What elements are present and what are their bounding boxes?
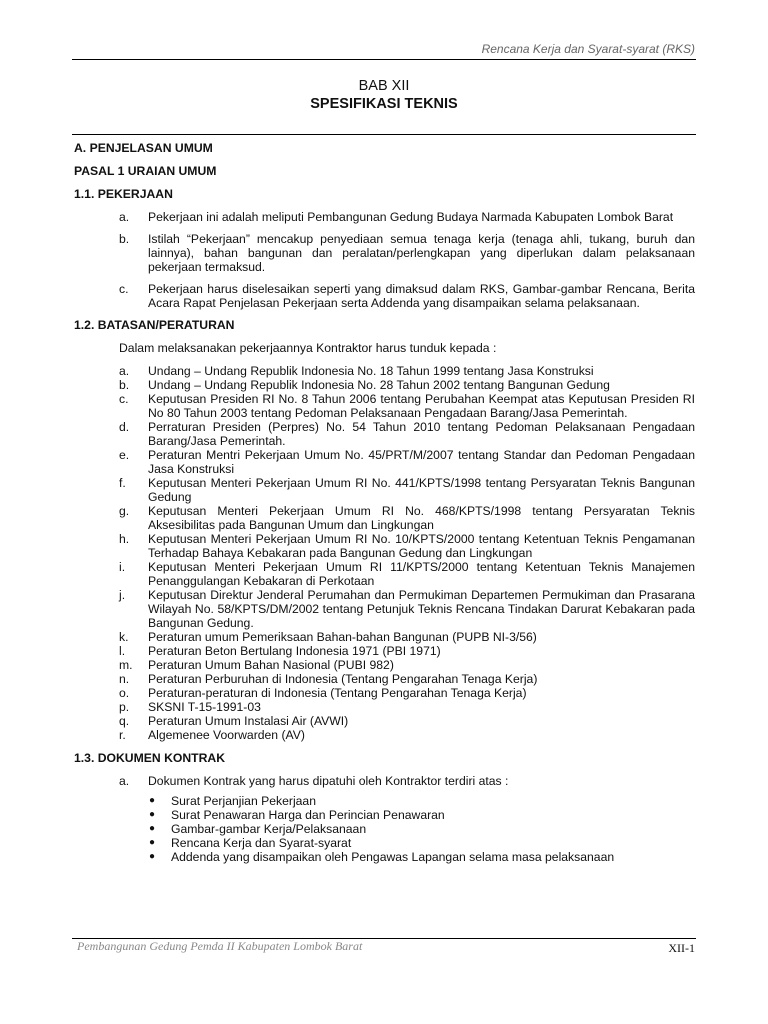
list-item-label: o. bbox=[119, 686, 130, 700]
list-item-text: Keputusan Menteri Pekerjaan Umum RI 11/KPTS/2000 tentang Ketentuan Teknis Manajemen Penanggulangan Kebakaran di Perkotaan bbox=[148, 560, 695, 588]
list-item-label: e. bbox=[119, 448, 130, 462]
list-item-text: Keputusan Presiden RI No. 8 Tahun 2006 tentang Perubahan Keempat atas Keputusan Presiden RI No 80 Tahun 2003 tentang Pedoman Pelaksanaan Pengadaan Barang/Jasa Pemerintah. bbox=[148, 392, 695, 420]
bullet-icon: ● bbox=[149, 809, 156, 820]
list-item-label: d. bbox=[119, 420, 130, 434]
bullet-item bbox=[149, 822, 695, 836]
list-item bbox=[74, 532, 695, 560]
pasal-1-heading: PASAL 1 URAIAN UMUM bbox=[74, 164, 217, 178]
list-item-label: p. bbox=[119, 700, 130, 714]
list-item bbox=[74, 686, 695, 700]
list-item bbox=[74, 700, 695, 714]
section-1-2-list bbox=[74, 364, 695, 742]
section-1-1-heading: 1.1. PEKERJAAN bbox=[74, 187, 173, 201]
list-item bbox=[74, 504, 695, 532]
bullet-icon: ● bbox=[149, 851, 156, 862]
list-item-text: Keputusan Menteri Pekerjaan Umum RI No. 441/KPTS/1998 tentang Persyaratan Teknis Bangunan Gedung bbox=[148, 476, 695, 504]
bullet-text: Addenda yang disampaikan oleh Pengawas Lapangan selama masa pelaksanaan bbox=[171, 850, 615, 864]
list-item-label: m. bbox=[119, 658, 133, 672]
chapter-heading bbox=[0, 77, 768, 113]
list-item-label: j. bbox=[119, 588, 126, 602]
list-item-label: n. bbox=[119, 672, 130, 686]
bullet-icon: ● bbox=[149, 795, 156, 806]
list-item-text: Dokumen Kontrak yang harus dipatuhi oleh Kontraktor terdiri atas : bbox=[148, 774, 509, 788]
list-item-label: l. bbox=[119, 644, 126, 658]
chapter-number: BAB XII bbox=[358, 78, 410, 94]
list-item-text: Perraturan Presiden (Perpres) No. 54 Tahun 2010 tentang Pedoman Pelaksanaan Pengadaan Barang/Jasa Pemerintah. bbox=[148, 420, 695, 448]
bullet-icon: ● bbox=[149, 837, 156, 848]
section-1-1-list bbox=[74, 210, 695, 310]
list-item bbox=[74, 630, 695, 644]
list-item-text: Peraturan Mentri Pekerjaan Umum No. 45/PRT/M/2007 tentang Standar dan Pedoman Pengadaan Jasa Konstruksi bbox=[148, 448, 695, 476]
page-number: XII-1 bbox=[668, 941, 695, 955]
list-item bbox=[74, 774, 695, 788]
bullet-text: Surat Perjanjian Pekerjaan bbox=[171, 794, 316, 808]
section-1-3-heading: 1.3. DOKUMEN KONTRAK bbox=[74, 751, 225, 765]
list-item bbox=[74, 658, 695, 672]
list-item bbox=[74, 476, 695, 504]
title-rule bbox=[72, 134, 696, 135]
list-item-text: Keputusan Direktur Jenderal Perumahan dan Permukiman Departemen Permukiman dan Prasarana Wilayah No. 58/KPTS/DM/2002 tentang Petunjuk Teknis Rencana Tindakan Darurat Kebakaran pada Bangunan Gedung. bbox=[148, 588, 695, 630]
bullet-text: Surat Penawaran Harga dan Perincian Penawaran bbox=[171, 808, 445, 822]
list-item-text: Undang – Undang Republik Indonesia No. 28 Tahun 2002 tentang Bangunan Gedung bbox=[148, 378, 610, 392]
list-item-label: c. bbox=[119, 282, 129, 296]
bullet-item bbox=[149, 836, 695, 850]
section-1-2-intro: Dalam melaksanakan pekerjaannya Kontraktor harus tunduk kepada : bbox=[119, 341, 497, 355]
list-item-label: r. bbox=[119, 728, 126, 742]
list-item bbox=[74, 672, 695, 686]
list-item-label: a. bbox=[119, 210, 130, 224]
list-item bbox=[74, 644, 695, 658]
list-item-label: g. bbox=[119, 504, 130, 518]
list-item bbox=[74, 378, 695, 392]
list-item-text: Peraturan-peraturan di Indonesia (Tentang Pengarahan Tenaga Kerja) bbox=[148, 686, 527, 700]
list-item-text: Pekerjaan harus diselesaikan seperti yang dimaksud dalam RKS, Gambar-gambar Rencana, Berita Acara Rapat Penjelasan Pekerjaan serta Addenda yang disampaikan selama pelaksanaan. bbox=[148, 282, 695, 310]
list-item-text: Keputusan Menteri Pekerjaan Umum RI No. 10/KPTS/2000 tentang Ketentuan Teknis Pengamanan Terhadap Bahaya Kebakaran pada Bangunan Gedung dan Lingkungan bbox=[148, 532, 695, 560]
document-body bbox=[74, 141, 695, 864]
list-item-text: Undang – Undang Republik Indonesia No. 18 Tahun 1999 tentang Jasa Konstruksi bbox=[148, 364, 594, 378]
list-item-label: q. bbox=[119, 714, 130, 728]
contract-documents-list bbox=[74, 794, 695, 864]
section-1-2-heading: 1.2. BATASAN/PERATURAN bbox=[74, 318, 235, 332]
list-item bbox=[74, 714, 695, 728]
bullet-icon: ● bbox=[149, 823, 156, 834]
footer-project-name: Pembangunan Gedung Pemda II Kabupaten Lombok Barat bbox=[77, 939, 363, 953]
list-item-label: a. bbox=[119, 774, 130, 788]
header-title: Rencana Kerja dan Syarat-syarat (RKS) bbox=[481, 42, 695, 56]
list-item bbox=[74, 392, 695, 420]
list-item-label: h. bbox=[119, 532, 130, 546]
list-item bbox=[74, 232, 695, 274]
bullet-item bbox=[149, 794, 695, 808]
list-item bbox=[74, 210, 695, 224]
bullet-text: Rencana Kerja dan Syarat-syarat bbox=[171, 836, 352, 850]
list-item-text: Pekerjaan ini adalah meliputi Pembangunan Gedung Budaya Narmada Kabupaten Lombok Barat bbox=[148, 210, 674, 224]
list-item-text: Algemenee Voorwarden (AV) bbox=[148, 728, 305, 742]
list-item-label: i. bbox=[119, 560, 126, 574]
list-item bbox=[74, 282, 695, 310]
section-a-heading: A. PENJELASAN UMUM bbox=[74, 141, 213, 155]
list-item-label: a. bbox=[119, 364, 130, 378]
bullet-text: Gambar-gambar Kerja/Pelaksanaan bbox=[171, 822, 367, 836]
bullet-item bbox=[149, 808, 695, 822]
list-item-text: Peraturan Umum Bahan Nasional (PUBI 982) bbox=[148, 658, 394, 672]
list-item-text: Peraturan umum Pemeriksaan Bahan-bahan Bangunan (PUPB NI-3/56) bbox=[148, 630, 537, 644]
list-item-text: SKSNI T-15-1991-03 bbox=[148, 700, 261, 714]
list-item bbox=[74, 420, 695, 448]
header-rule bbox=[72, 59, 696, 60]
list-item-text: Peraturan Umum Instalasi Air (AVWI) bbox=[148, 714, 349, 728]
chapter-title: SPESIFIKASI TEKNIS bbox=[310, 96, 458, 112]
list-item bbox=[74, 588, 695, 630]
bullet-item bbox=[149, 850, 695, 864]
list-item-label: b. bbox=[119, 378, 130, 392]
list-item bbox=[74, 728, 695, 742]
list-item-text: Peraturan Perburuhan di Indonesia (Tentang Pengarahan Tenaga Kerja) bbox=[148, 672, 538, 686]
list-item bbox=[74, 560, 695, 588]
list-item-label: f. bbox=[119, 476, 126, 490]
list-item-text: Peraturan Beton Bertulang Indonesia 1971 (PBI 1971) bbox=[148, 644, 441, 658]
list-item-text: Keputusan Menteri Pekerjaan Umum RI No. 468/KPTS/1998 tentang Persyaratan Teknis Aksesibilitas pada Bangunan Umum dan Lingkungan bbox=[148, 504, 695, 532]
list-item-label: b. bbox=[119, 232, 130, 246]
list-item bbox=[74, 448, 695, 476]
list-item-label: c. bbox=[119, 392, 129, 406]
list-item-text: Istilah “Pekerjaan” mencakup penyediaan semua tenaga kerja (tenaga ahli, tukang, buruh dan lainnya), bahan bangunan dan peralatan/perlengkapan yang diperlukan dalam pelaksanaan pekerjaan termaksud. bbox=[148, 232, 695, 274]
list-item-label: k. bbox=[119, 630, 129, 644]
list-item bbox=[74, 364, 695, 378]
